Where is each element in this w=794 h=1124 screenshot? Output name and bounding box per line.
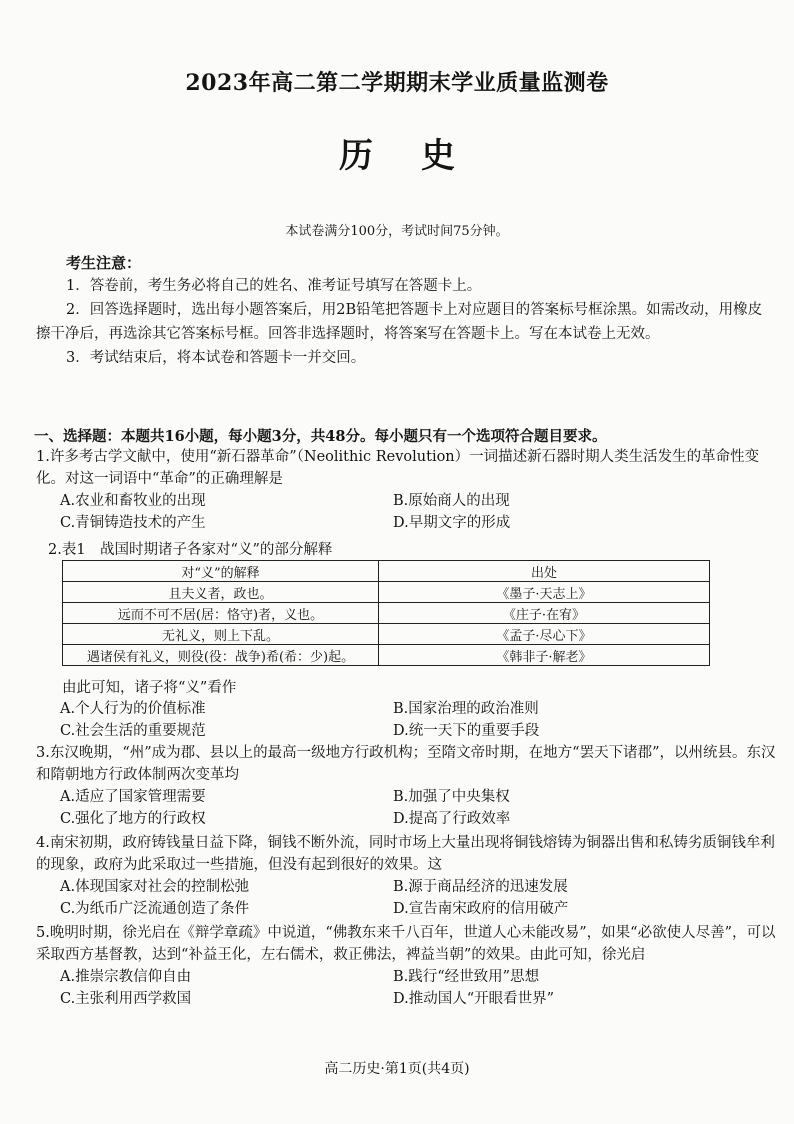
table-cell: 《墨子·天志上》 [379,582,710,603]
option-d: D.统一天下的重要手段 [393,723,540,739]
table-row [63,603,710,624]
question-2-followup: 由此可知，诸子将“义”看作 [62,680,237,696]
option-group [36,698,780,742]
table-row [63,582,710,603]
option-d: D.宣告南宋政府的信用破产 [393,901,569,917]
option-c: C.为纸币广泛流通创造了条件 [60,901,250,917]
option-d: D.早期文字的形成 [393,515,511,531]
option-a: A.推崇宗教信仰自由 [60,969,192,985]
subject-title: 历史 [339,136,503,176]
option-group [36,786,780,830]
option-a: A.农业和畜牧业的出现 [60,493,206,509]
table-cell: 远而不可不居(居：恪守)者，义也。 [63,603,379,624]
exam-title: 2023年高二第二学期期末学业质量监测卷 [185,70,609,96]
question-stem: 1.许多考古学文献中，使用“新石器革命”（Neolithic Revolution）一词描述新石器时期人类生活发生的革命性变化。对这一词语中“革命”的正确理解是 [36,449,760,487]
option-a: A.体现国家对社会的控制松弛 [60,879,250,895]
option-group [36,876,780,920]
table-header: 出处 [379,561,710,582]
question-2-options [36,698,780,742]
question-stem: 4.南宋初期，政府铸钱量日益下降，铜钱不断外流，同时市场上大量出现将铜钱熔铸为铜器出售和私铸劣质铜钱牟利的现象，政府为此采取过一些措施，但没有起到很好的效果。这 [36,835,775,873]
option-c: C.社会生活的重要规范 [60,723,206,739]
table-header-row [63,561,710,582]
option-d: D.提高了行政效率 [393,811,511,827]
page-footer: 高二历史·第1页(共4页) [324,1061,470,1077]
option-group [36,966,780,1010]
option-b: B.加强了中央集权 [393,789,510,805]
table-cell: 《孟子·尽心下》 [379,624,710,645]
table-row [63,624,710,645]
question-5 [36,922,780,1010]
notice-list [36,274,776,370]
question-2-stem: 2.表1 战国时期诸子各家对“义”的部分解释 [48,542,333,558]
table-1 [62,560,710,666]
option-b: B.原始商人的出现 [393,493,510,509]
option-group [36,490,780,534]
exam-meta: 本试卷满分100分，考试时间75分钟。 [285,224,509,239]
notice-item: 1．答卷前，考生务必将自己的姓名、准考证号填写在答题卡上。 [66,278,482,294]
option-a: A.个人行为的价值标准 [60,701,206,717]
question-4 [36,832,780,920]
table-cell: 《庄子·在宥》 [379,603,710,624]
notice-item: 2．回答选择题时，选出每小题答案后，用2B铅笔把答题卡上对应题目的答案标号框涂黑。如需改动，用橡皮擦干净后，再选涂其它答案标号框。回答非选择题时，将答案写在答题卡上。写在本试卷上无效。 [36,302,763,342]
question-3 [36,742,780,830]
notice-item: 3．考试结束后，将本试卷和答题卡一并交回。 [66,350,366,366]
table-row [63,645,710,666]
option-b: B.源于商品经济的迅速发展 [393,879,568,895]
option-c: C.强化了地方的行政权 [60,811,206,827]
question-1 [36,446,780,534]
option-b: B.国家治理的政治准则 [393,701,539,717]
table-cell: 《韩非子·解老》 [379,645,710,666]
option-a: A.适应了国家管理需要 [60,789,206,805]
option-d: D.推动国人“开眼看世界” [393,991,555,1007]
option-c: C.主张利用西学救国 [60,991,192,1007]
option-c: C.青铜铸造技术的产生 [60,515,206,531]
option-b: B.践行“经世致用”思想 [393,969,540,985]
table-cell: 遇诸侯有礼义，则役(役：战争)希(希：少)起。 [63,645,379,666]
notice-heading: 考生注意： [66,254,142,272]
question-stem: 5.晚明时期，徐光启在《辩学章疏》中说道，“佛教东来千八百年，世道人心未能改易”，如果“必欲使人尽善”，可以采取西方基督教，达到“补益王化，左右儒术，救正佛法，裨益当朝”的效果。由此可知，徐光启 [36,925,776,963]
table-cell: 且夫义者，政也。 [63,582,379,603]
table-cell: 无礼义，则上下乱。 [63,624,379,645]
section-heading: 一、选择题：本题共16小题，每小题3分，共48分。每小题只有一个选项符合题目要求。 [34,428,607,445]
question-stem: 3.东汉晚期，“州”成为郡、县以上的最高一级地方行政机构；至隋文帝时期，在地方“罢天下诸郡”，以州统县。东汉和隋朝地方行政体制两次变革均 [36,745,776,783]
table-header: 对“义”的解释 [63,561,379,582]
